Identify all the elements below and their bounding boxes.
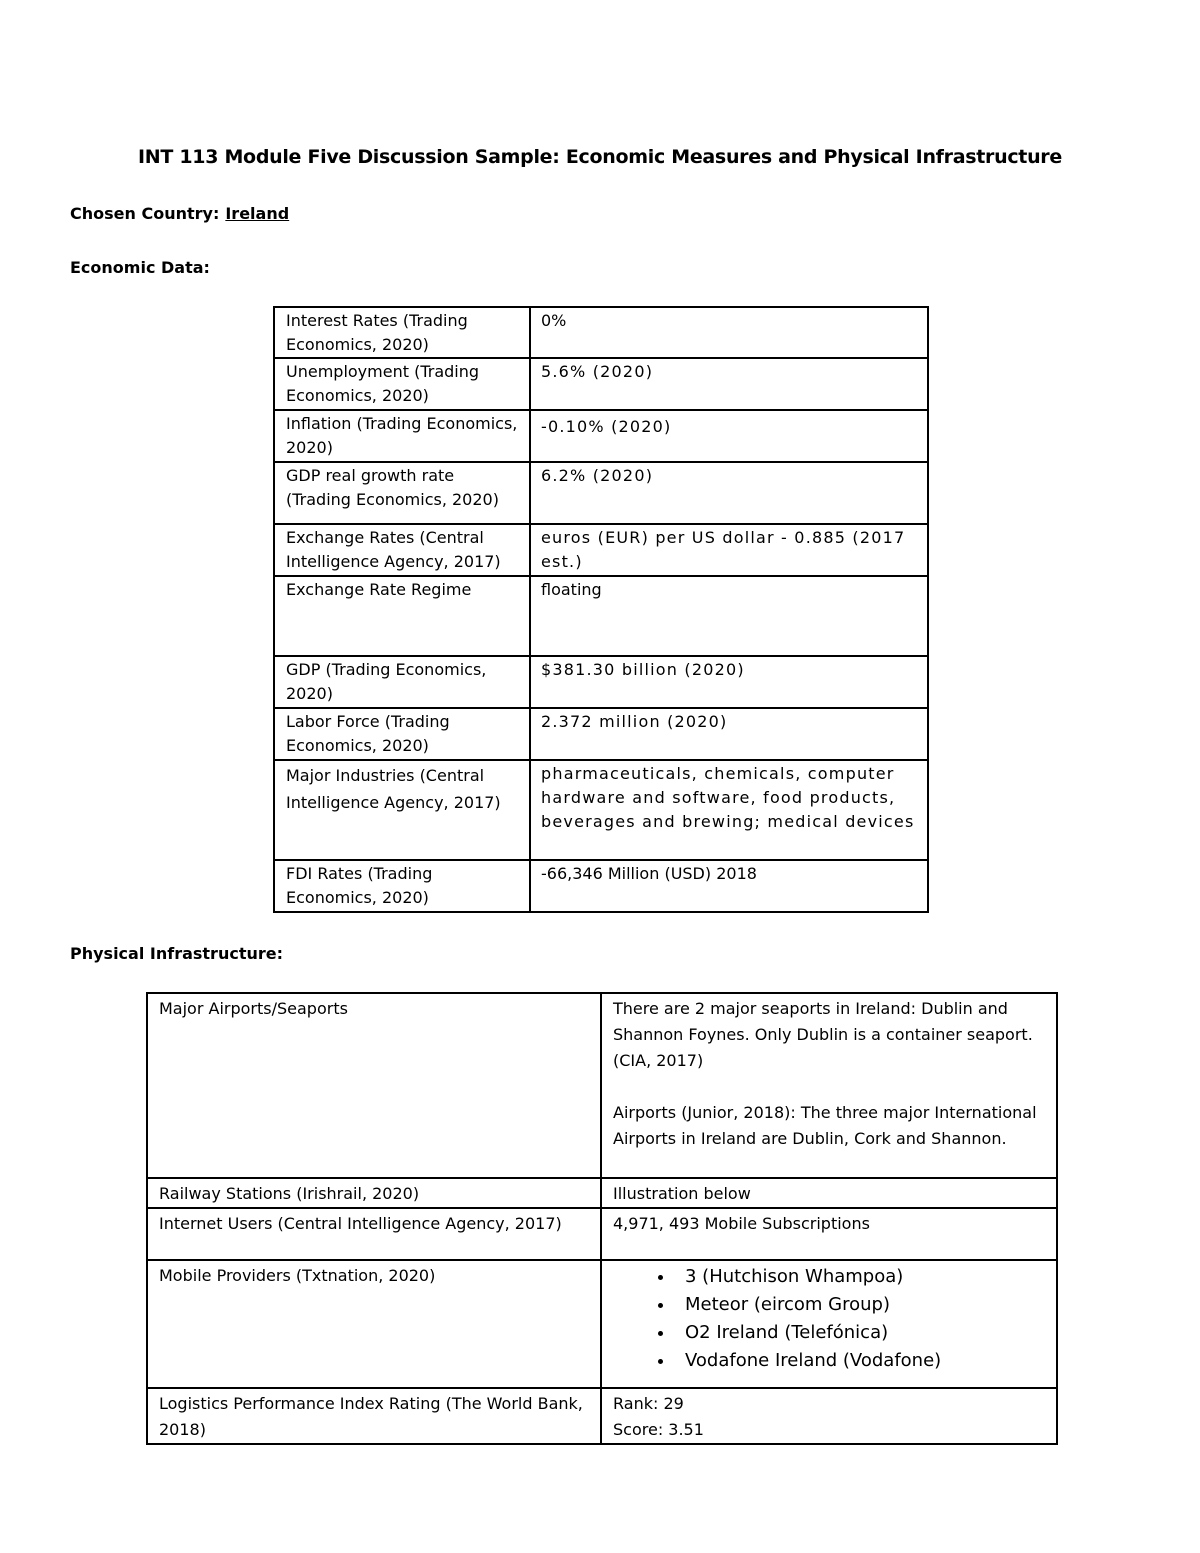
economic-value: 6.2% (2020) (530, 462, 928, 524)
economic-label: Inflation (Trading Economics, 2020) (274, 410, 530, 462)
table-row (274, 358, 928, 410)
table-row (147, 1178, 1057, 1208)
economic-value: 2.372 million (2020) (530, 708, 928, 760)
physical-infrastructure-heading: Physical Infrastructure: (70, 944, 283, 963)
economic-label: Exchange Rate Regime (274, 576, 530, 656)
table-row (274, 760, 928, 860)
airports-text: Airports (Junior, 2018): The three major International Airports in Ireland are Dublin, Cork and Shannon. (613, 1103, 1037, 1148)
infra-value-lpi (601, 1388, 1057, 1444)
chosen-country-label: Chosen Country: (70, 204, 220, 223)
table-row (147, 993, 1057, 1178)
table-row (147, 1260, 1057, 1388)
economic-label: Major Industries (Central Intelligence Agency, 2017) (274, 760, 530, 860)
economic-data-heading: Economic Data: (70, 258, 210, 277)
infra-value-mobile (601, 1260, 1057, 1388)
table-row (147, 1388, 1057, 1444)
table-row (147, 1208, 1057, 1260)
infra-label-rail: Railway Stations (Irishrail, 2020) (147, 1178, 601, 1208)
list-item: • O2 Ireland (Telefónica) (675, 1319, 1046, 1347)
physical-infrastructure-table (146, 992, 1058, 1445)
list-item: • Vodafone Ireland (Vodafone) (675, 1347, 1046, 1375)
table-row (274, 656, 928, 708)
list-item: • 3 (Hutchison Whampoa) (675, 1263, 1046, 1291)
infra-label-internet: Internet Users (Central Intelligence Agency, 2017) (147, 1208, 601, 1260)
economic-label: Unemployment (Trading Economics, 2020) (274, 358, 530, 410)
economic-value: euros (EUR) per US dollar - 0.885 (2017 est.) (530, 524, 928, 576)
infra-value-internet: 4,971, 493 Mobile Subscriptions (601, 1208, 1057, 1260)
economic-value: floating (530, 576, 928, 656)
table-row (274, 576, 928, 656)
seaports-text: There are 2 major seaports in Ireland: Dublin and Shannon Foynes. Only Dublin is a container seaport. (CIA, 2017) (613, 999, 1033, 1070)
lpi-rank: Rank: 29 (613, 1394, 684, 1413)
economic-label: FDI Rates (Trading Economics, 2020) (274, 860, 530, 912)
table-row (274, 524, 928, 576)
table-row (274, 860, 928, 912)
table-row (274, 410, 928, 462)
economic-value: 0% (530, 307, 928, 358)
infra-value-ports (601, 993, 1057, 1178)
economic-data-table (273, 306, 929, 913)
economic-value: 5.6% (2020) (530, 358, 928, 410)
infra-label-ports: Major Airports/Seaports (147, 993, 601, 1178)
infra-label-mobile: Mobile Providers (Txtnation, 2020) (147, 1260, 601, 1388)
infra-label-lpi: Logistics Performance Index Rating (The World Bank, 2018) (147, 1388, 601, 1444)
economic-value: pharmaceuticals, chemicals, computer hardware and software, food products, beverages and brewing; medical devices (530, 760, 928, 860)
page-title: INT 113 Module Five Discussion Sample: Economic Measures and Physical Infrastructure (138, 146, 1062, 168)
economic-value: $381.30 billion (2020) (530, 656, 928, 708)
infra-value-rail: Illustration below (601, 1178, 1057, 1208)
economic-label: Exchange Rates (Central Intelligence Agency, 2017) (274, 524, 530, 576)
economic-label: GDP real growth rate (Trading Economics, 2020) (274, 462, 530, 524)
chosen-country-value: Ireland (225, 204, 290, 223)
table-row (274, 708, 928, 760)
economic-value: -66,346 Million (USD) 2018 (530, 860, 928, 912)
economic-label: GDP (Trading Economics, 2020) (274, 656, 530, 708)
chosen-country-line (70, 204, 289, 223)
economic-label: Labor Force (Trading Economics, 2020) (274, 708, 530, 760)
mobile-providers-list (613, 1263, 1046, 1375)
table-row (274, 307, 928, 358)
economic-label: Interest Rates (Trading Economics, 2020) (274, 307, 530, 358)
table-row (274, 462, 928, 524)
lpi-score: Score: 3.51 (613, 1420, 704, 1439)
economic-value: -0.10% (2020) (530, 410, 928, 462)
list-item: • Meteor (eircom Group) (675, 1291, 1046, 1319)
